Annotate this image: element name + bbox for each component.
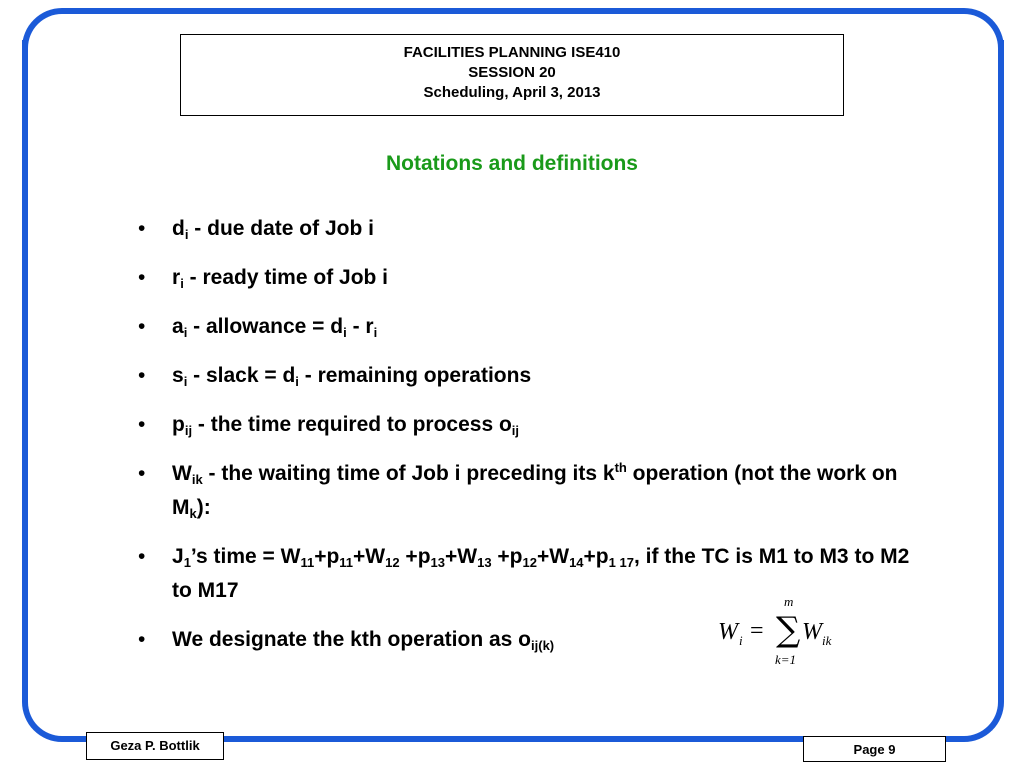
list-item: • We designate the kth operation as $o_{ij(k)}$ (138, 623, 918, 657)
slide-frame-left (22, 40, 28, 700)
formula-lhs-sub: i (739, 633, 743, 648)
list-item: • $J_1’s$ time = $W_{11}+p_{11}+W_{12} +p_{13}+W_{13} +p_{12}+W_{14}+p_{1 17}$, if the TC is M1 to M3 to M2 to M17 (138, 540, 918, 608)
bullet-icon: • (138, 413, 146, 436)
bullet-icon: • (138, 315, 146, 338)
header-topic: Scheduling, April 3, 2013 (423, 84, 601, 101)
footer-page-number: Page 9 (803, 736, 946, 762)
bullet-icon: • (138, 545, 146, 568)
header-course: FACILITIES PLANNING ISE410 (403, 44, 621, 61)
bullet-icon: • (138, 266, 146, 289)
summation-formula (714, 594, 844, 672)
list-item: • $d_i$ - due date of Job i (138, 212, 918, 246)
bullet-icon: • (138, 462, 146, 485)
formula-upper-limit: m (784, 594, 794, 609)
list-item: • $s_i$ - slack = $d_i$ - remaining operations (138, 359, 918, 393)
slide-frame-right (998, 40, 1004, 700)
header-session: SESSION 20 (468, 64, 556, 81)
formula-equals: = (750, 618, 764, 644)
bullet-icon: • (138, 217, 146, 240)
list-item: • $p_{ij}$ - the time required to process $o_{ij}$ (138, 408, 918, 442)
formula-rhs-sub: ik (822, 633, 832, 648)
bullet-icon: • (138, 628, 146, 651)
list-item: • $W_{ik}$ - the waiting time of Job i preceding its $k^{th}$ operation (not the work on $M_k$): (138, 457, 918, 525)
formula-lower-limit: k=1 (775, 652, 797, 667)
list-item: • $a_i$ - allowance = $d_i - r_i$ (138, 310, 918, 344)
section-title: Notations and definitions (386, 152, 638, 175)
formula-rhs: W (802, 619, 822, 645)
bullet-icon: • (138, 364, 146, 387)
list-item: • $r_i$ - ready time of Job i (138, 261, 918, 295)
sigma-icon: ∑ (776, 610, 801, 650)
header-box (180, 34, 844, 116)
footer-author: Geza P. Bottlik (86, 732, 224, 760)
formula-lhs: W (718, 619, 738, 645)
